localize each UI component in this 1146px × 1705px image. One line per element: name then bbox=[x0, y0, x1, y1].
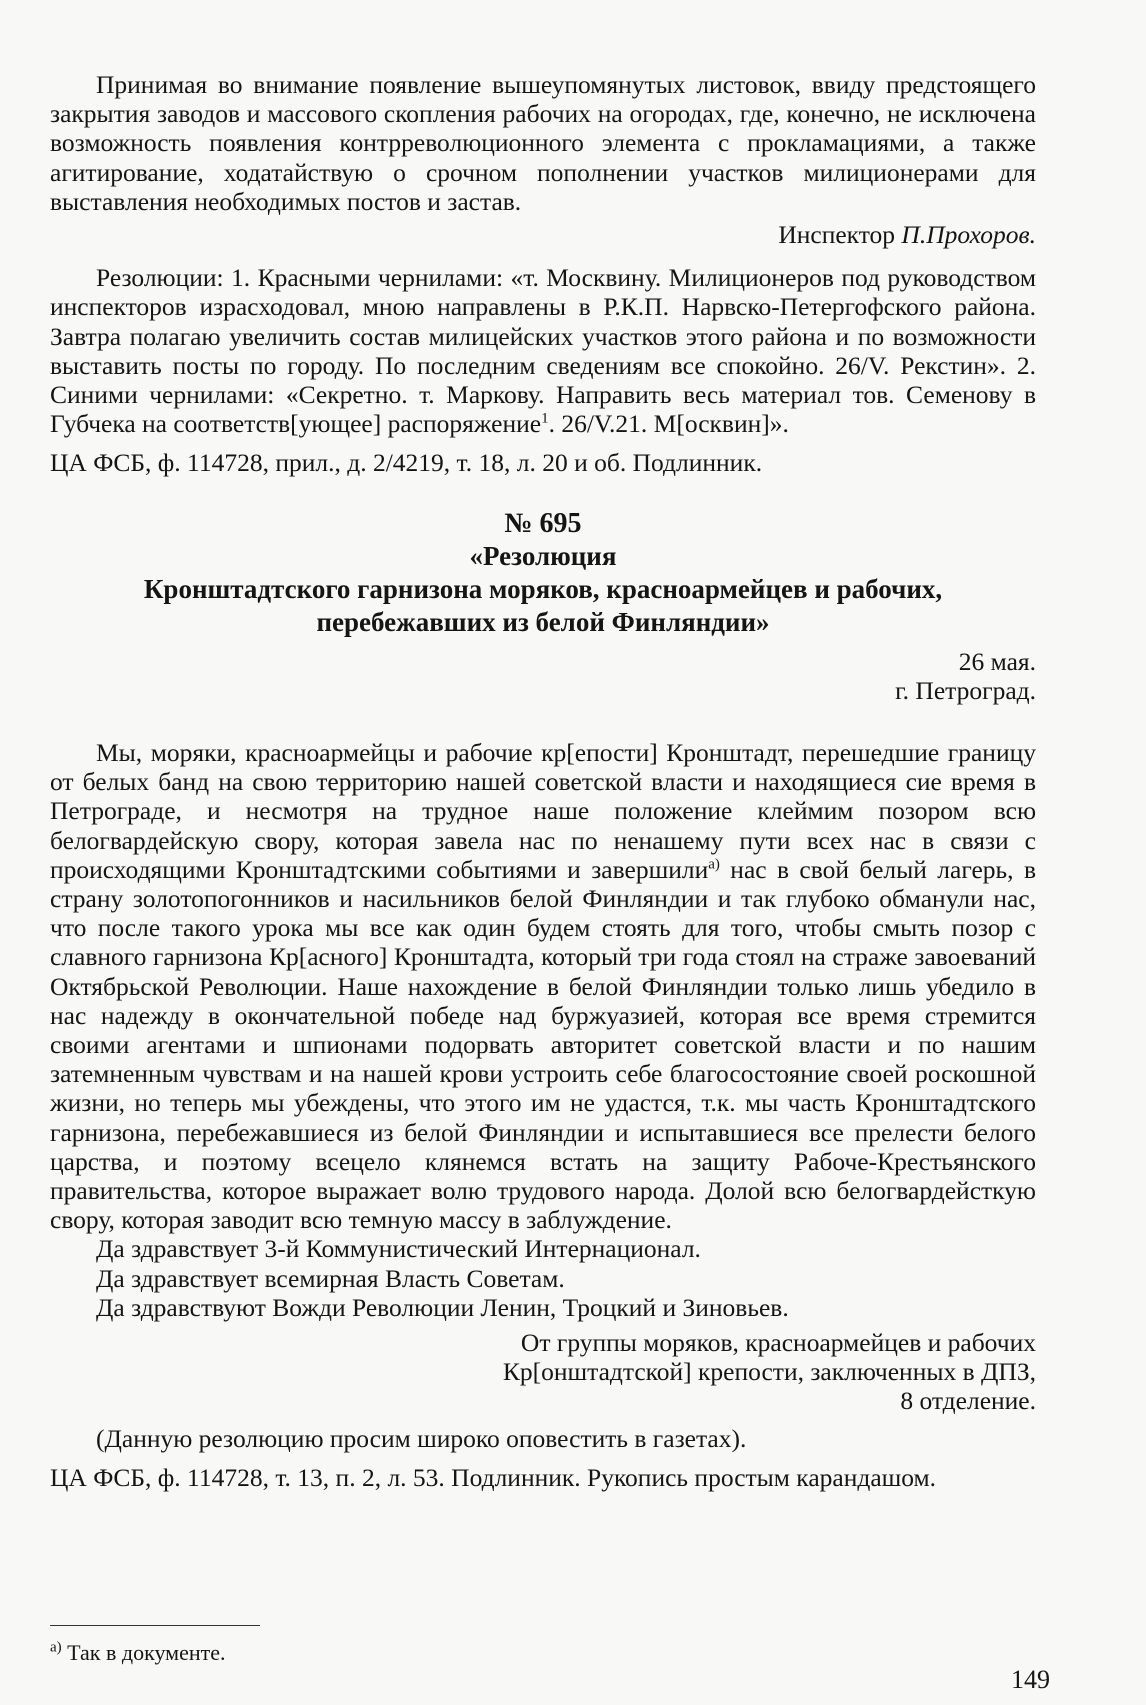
document-heading bbox=[50, 507, 1036, 705]
archive-source: ЦА ФСБ, ф. 114728, т. 13, п. 2, л. 53. Подлинник. Рукопись простым карандашом. bbox=[50, 1462, 937, 1492]
publication-request: (Данную резолюцию просим широко оповестить в газетах). bbox=[96, 1423, 747, 1453]
resolution-text bbox=[50, 738, 1036, 1234]
report-paragraph: Принимая во внимание появление вышеупомянутых листовок, ввиду предстоящего закрытия заводов и массового скопления рабочих на огородах, где, конечно, не исключена возможность появления контрреволюционного элемента с прокламациями, а также агитирование, ходатайствую о срочном пополнении участков милиционерами для выставления необходимых постов и застав. bbox=[50, 70, 1036, 216]
signature-line: От группы моряков, красноармейцев и рабочих bbox=[520, 1328, 1036, 1358]
document-title-line1: «Резолюция bbox=[469, 541, 617, 571]
document-body bbox=[50, 738, 1036, 1492]
archive-source: ЦА ФСБ, ф. 114728, прил., д. 2/4219, т. 18, л. 20 и об. Подлинник. bbox=[50, 448, 763, 478]
signature-name: П.Прохоров. bbox=[901, 220, 1036, 250]
inspector-signature bbox=[50, 220, 1036, 249]
previous-document-ending bbox=[50, 70, 1036, 478]
resolutions-text-end: . 26/V.21. М[осквин]». bbox=[548, 409, 789, 439]
resolutions-text: Резолюции: 1. Красными чернилами: «т. Москвину. Милиционеров под руководством инспекторов израсходовал, мною направлены в Р.К.П. Нарвско-Петергофского района. Завтра полагаю увеличить состав милицейских участков этого района и по возможности выставить посты по городу. По последним сведениям все спокойно. 26/V. Рекстин». 2. Синими чернилами: «Секретно. т. Маркову. Направить весь материал тов. Семенову в Губчека на соответств[ующее] распоряжение bbox=[50, 263, 1036, 439]
signature-line: 8 отделение. bbox=[900, 1386, 1036, 1416]
slogan: Да здравствует всемирная Власть Советам. bbox=[96, 1263, 565, 1293]
body-footnote-mark: а) bbox=[708, 856, 720, 873]
document-title-line2: Кронштадтского гарнизона моряков, красноармейцев и рабочих, bbox=[143, 574, 943, 604]
document-title-line3: перебежавших из белой Финляндии» bbox=[316, 607, 770, 637]
document-number: № 695 bbox=[504, 508, 582, 539]
page-number: 149 bbox=[1011, 1665, 1050, 1694]
footnote-divider bbox=[50, 1625, 260, 1626]
slogan: Да здравствуют Вожди Революции Ленин, Троцкий и Зиновьев. bbox=[96, 1292, 789, 1322]
resolution-text-part2: нас в свой белый лагерь, в страну золотопогонников и насильников белой Финляндии и так глубоко обманули нас, что после такого урока мы все как один будем стоять для того, чтобы смыть позор с славного гарнизона Кр[асного] Кронштадта, который три года стоял на страже завоеваний Октябрьской Революции. Наше нахождение в белой Финляндии только лишь убедило в нас надежду в окончательной победе над буржуазией, которая все время стремится своими агентами и шпионами подорвать авторитет советской власти и по нашим затемненным чувствам и на нашей крови устроить себе благосостояние своей роскошной жизни, но теперь мы убеждены, что этого им не удастся, т.к. мы часть Кронштадтского гарнизона, перебежавшиеся из белой Финляндии и испытавшиеся все прелести белого царства, и поэтому всецело клянемся встать на защиту Рабоче-Крестьянского правительства, которое выражает волю трудового народа. Долой всю белогвардейсткую свору, которая заводит всю темную массу в заблуждение. bbox=[50, 854, 1036, 1235]
footnote-text: Так в документе. bbox=[67, 1640, 226, 1665]
resolution-text-part1: Мы, моряки, красноармейцы и рабочие кр[епости] Кронштадт, перешедшие границу от белых банд на свою территорию нашей советской власти и находящиеся сие время в Петрограде, и несмотря на трудное наше положение клеймим позором всю белогвардейскую свору, которая завела нас по ненашему пути всех нас в связи с происходящими Кронштадтскими событиями и завершили bbox=[50, 738, 1036, 884]
document-date: 26 мая. bbox=[958, 647, 1036, 676]
signature-line: Кр[онштадтской] крепости, заключенных в ДПЗ, bbox=[502, 1357, 1036, 1387]
footnote bbox=[50, 1640, 226, 1666]
footnote-mark: а) bbox=[50, 1639, 62, 1656]
signature-role: Инспектор bbox=[778, 220, 896, 250]
resolutions-footnote-mark: 1 bbox=[541, 410, 549, 427]
resolutions-paragraph bbox=[50, 263, 1036, 438]
document-place: г. Петроград. bbox=[895, 676, 1036, 706]
slogan: Да здравствует 3-й Коммунистический Интернационал. bbox=[96, 1234, 701, 1264]
